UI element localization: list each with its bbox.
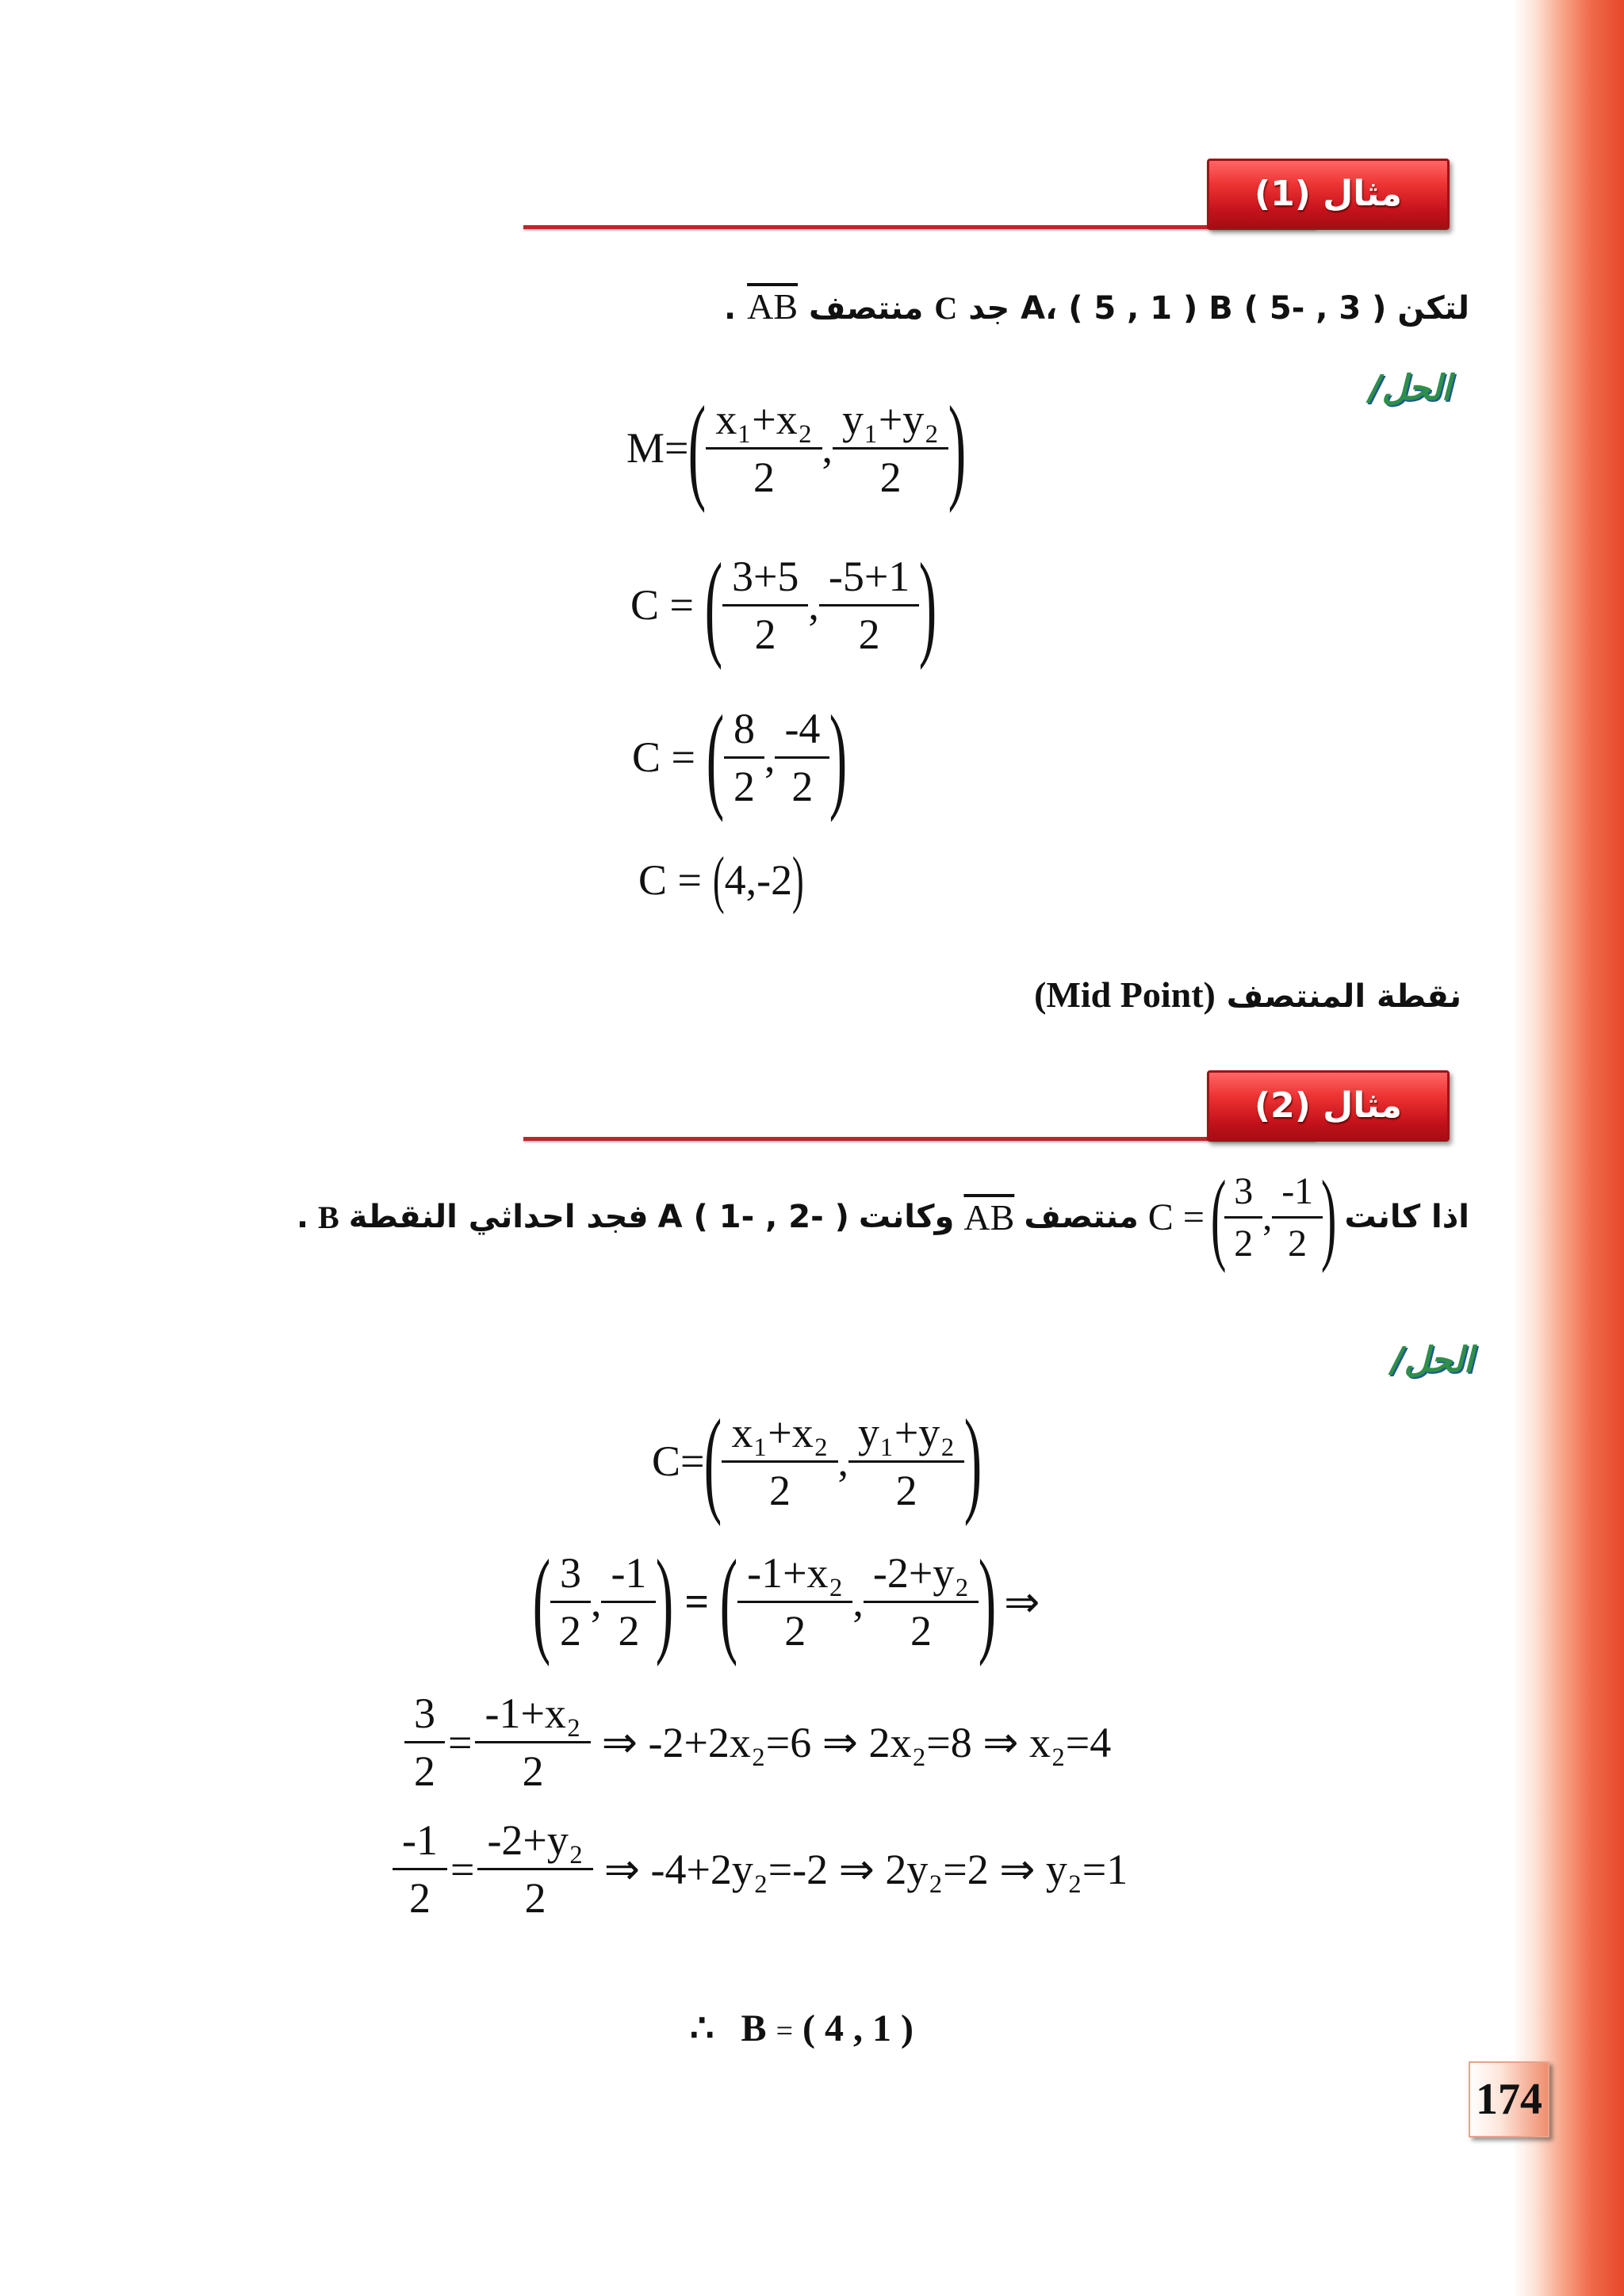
fraction-y <box>779 704 825 811</box>
left-paren: ( <box>712 845 725 915</box>
example2-step3 <box>393 1816 1128 1923</box>
separator: , <box>764 733 776 781</box>
point-b: ( 5 , 1 ) B <box>1068 290 1233 327</box>
comma: ، <box>1045 290 1058 327</box>
fraction-l1 <box>555 1548 586 1655</box>
segment-ab: AB <box>963 1196 1015 1238</box>
numerator: y₁+y₂ <box>858 1408 956 1456</box>
word-find-coords: فجد احداثي النقطة <box>348 1199 649 1235</box>
left-paren: ( <box>719 1536 738 1667</box>
page-edge-gradient <box>1513 0 1624 2296</box>
example1-badge: مثال (1) <box>1207 159 1450 230</box>
example2-step2 <box>404 1689 1111 1796</box>
numerator: -2+y₂ <box>487 1816 584 1864</box>
point-a: ( -2 , -1 ) A <box>657 1199 849 1235</box>
fraction-r2 <box>868 1548 974 1655</box>
fraction-right <box>482 1816 588 1923</box>
denominator: 2 <box>864 1601 979 1655</box>
period: . <box>296 1199 309 1235</box>
midpoint-formula <box>626 382 967 514</box>
right-paren: ) <box>656 1536 674 1667</box>
denominator: 2 <box>819 604 919 659</box>
example2-solution-label: الحل/ <box>1391 1340 1473 1380</box>
example1-step1 <box>630 539 937 671</box>
separator: , <box>852 1578 864 1625</box>
point-c: C <box>934 290 958 326</box>
segment-ab: AB <box>747 286 799 327</box>
fraction-x <box>1229 1169 1258 1265</box>
word-and-was: وكانت <box>858 1199 955 1235</box>
fraction-y <box>853 1408 959 1515</box>
right-paren: ) <box>948 382 967 514</box>
example2-answer <box>690 2006 914 2050</box>
left-paren: ( <box>706 691 725 823</box>
equals: = <box>450 1845 475 1893</box>
point-a: ( 3 , -5 ) A <box>1021 290 1387 327</box>
denominator: 2 <box>477 1868 592 1923</box>
denominator: 2 <box>1272 1216 1323 1265</box>
example1-rule <box>523 225 1316 229</box>
result-lhs: C = <box>638 856 702 904</box>
therefore-symbol: ∴ <box>690 2007 714 2049</box>
fraction-x <box>726 1408 833 1515</box>
left-paren: ( <box>688 382 707 514</box>
numerator: -1+x₂ <box>485 1689 581 1737</box>
derivation-y: ⇒ -4+2y₂=-2 ⇒ 2y₂=2 ⇒ y₂=1 <box>603 1846 1128 1893</box>
example1-statement <box>724 285 1469 327</box>
step-lhs: C = <box>630 581 694 629</box>
formula-lhs: M= <box>626 424 689 472</box>
right-paren: ) <box>792 845 804 915</box>
midpoint-title-english: (Mid Point) <box>1034 974 1216 1015</box>
numerator: x₁+x₂ <box>715 395 813 443</box>
answer-equals: = <box>776 2015 793 2048</box>
page-number: 174 <box>1469 2061 1549 2137</box>
numerator: x₁+x₂ <box>731 1408 829 1456</box>
separator: , <box>822 424 833 472</box>
denominator: 2 <box>601 1601 656 1655</box>
numerator: -1 <box>402 1816 438 1864</box>
fraction-right <box>480 1689 585 1796</box>
numerator: 3 <box>1234 1169 1254 1212</box>
fraction-y <box>837 395 944 502</box>
left-paren: ( <box>704 1395 722 1527</box>
right-paren: ) <box>1321 1160 1337 1274</box>
word-find: جد <box>968 290 1010 327</box>
word-midpoint: منتصف <box>808 290 924 327</box>
numerator: 3+5 <box>731 552 799 600</box>
midpoint-title-arabic: نقطة المنتصف <box>1226 978 1461 1015</box>
denominator: 2 <box>393 1868 447 1923</box>
word-if: اذا كانت <box>1344 1199 1469 1235</box>
fraction-y <box>1277 1169 1318 1265</box>
fraction-l2 <box>606 1548 651 1655</box>
example2-statement <box>296 1160 1469 1274</box>
denominator: 2 <box>1224 1216 1262 1265</box>
right-paren: ) <box>978 1536 997 1667</box>
fraction-x <box>710 395 817 502</box>
fraction-x <box>727 552 803 659</box>
c-eq: C = <box>1147 1196 1205 1238</box>
denominator: 2 <box>833 447 948 502</box>
derivation-x: ⇒ -2+2x₂=6 ⇒ 2x₂=8 ⇒ x₂=4 <box>601 1719 1112 1766</box>
separator: , <box>837 1437 849 1485</box>
numerator: 3 <box>559 1548 581 1597</box>
separator: , <box>1262 1196 1273 1238</box>
numerator: 3 <box>414 1689 435 1737</box>
midpoint-title <box>1034 974 1461 1016</box>
numerator: -2+y₂ <box>872 1548 970 1597</box>
implies: ⇒ <box>1004 1578 1040 1626</box>
fraction-r1 <box>742 1548 848 1655</box>
equals: = <box>448 1718 473 1766</box>
denominator: 2 <box>724 756 764 811</box>
point-b: B <box>318 1199 339 1235</box>
example2-formula <box>652 1395 982 1527</box>
numerator: -1 <box>1281 1169 1314 1212</box>
left-paren: ( <box>704 539 723 671</box>
numerator: -4 <box>784 704 821 752</box>
separator: , <box>808 581 819 629</box>
left-paren: ( <box>532 1536 551 1667</box>
denominator: 2 <box>475 1741 590 1796</box>
word-let: لتكن <box>1397 290 1469 327</box>
right-paren: ) <box>829 691 848 823</box>
fraction-left <box>397 1816 442 1923</box>
numerator: -1 <box>611 1548 647 1597</box>
numerator: -5+1 <box>828 552 910 600</box>
word-midpoint: منتصف <box>1024 1199 1139 1235</box>
denominator: 2 <box>706 447 822 502</box>
denominator: 2 <box>722 1460 837 1515</box>
denominator: 2 <box>848 1460 964 1515</box>
denominator: 2 <box>550 1601 591 1655</box>
example2-step1 <box>532 1536 1040 1667</box>
example1-result <box>638 845 804 915</box>
denominator: 2 <box>722 604 808 659</box>
answer-value: ( 4 , 1 ) <box>802 2007 914 2049</box>
fraction-x <box>729 704 760 811</box>
right-paren: ) <box>963 1395 982 1527</box>
right-paren: ) <box>919 539 937 671</box>
example1-step2 <box>632 691 848 823</box>
fraction-left <box>409 1689 440 1796</box>
example2-badge: مثال (2) <box>1207 1070 1450 1142</box>
equals: = <box>684 1578 710 1625</box>
numerator: y₁+y₂ <box>842 395 940 443</box>
c-value <box>1147 1160 1337 1274</box>
example2-rule <box>523 1137 1316 1141</box>
denominator: 2 <box>404 1741 445 1796</box>
left-paren: ( <box>1210 1160 1227 1274</box>
numerator: 8 <box>733 704 755 752</box>
numerator: -1+x₂ <box>747 1548 844 1597</box>
example1-solution-label: الحل/ <box>1369 368 1451 408</box>
denominator: 2 <box>775 756 829 811</box>
denominator: 2 <box>737 1601 852 1655</box>
result-value: 4,-2 <box>724 856 793 904</box>
separator: , <box>590 1578 602 1625</box>
formula-lhs: C= <box>652 1437 705 1485</box>
period: . <box>723 290 737 327</box>
step-lhs: C = <box>632 733 695 781</box>
fraction-y <box>824 552 914 659</box>
answer-b: B <box>741 2007 767 2049</box>
